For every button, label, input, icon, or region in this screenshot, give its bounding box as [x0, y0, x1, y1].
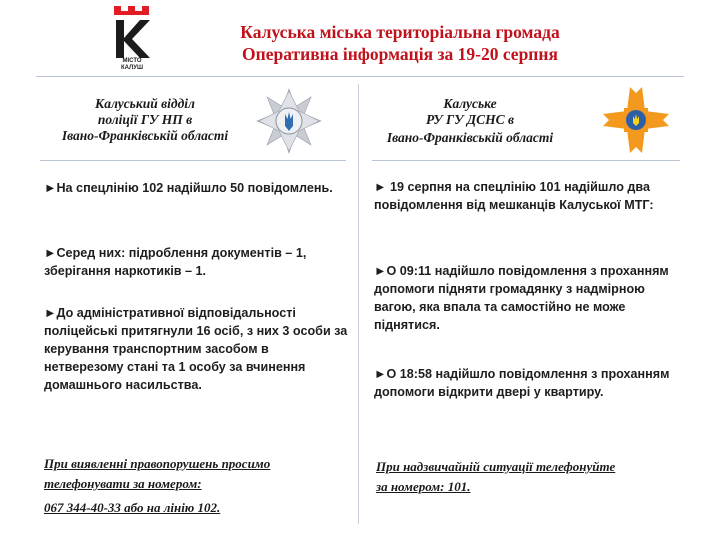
police-contact-line: При виявленні правопорушень просимо [44, 456, 271, 471]
dsns-info-item: ►О 18:58 надійшло повідомлення з проханням допомоги відкрити двері у квартиру. [374, 367, 670, 399]
police-star-badge-icon [256, 88, 322, 154]
dsns-contact-phone: за номером: 101. [376, 479, 471, 494]
column-divider [358, 84, 359, 524]
dsns-info-item: ► 19 серпня на спецлінію 101 надійшло два повідомлення від мешканців Калуської МТГ: [374, 180, 654, 212]
police-contact-note [44, 454, 344, 518]
police-org-line: Калуський відділ [95, 96, 195, 111]
police-info-item: ►До адміністративної відповідальності поліцейські притягнули 16 осіб, з них 3 особи за керування транспортним засобом в нетверезому стані та 1 особу за вчинення домашнього насильства. [44, 306, 348, 392]
police-info-item: ►На спецлінію 102 надійшло 50 повідомлень. [44, 181, 333, 195]
police-info-item: ►Серед них: підроблення документів – 1, зберігання наркотиків – 1. [44, 246, 307, 278]
dsns-org-line: Івано-Франківській області [386, 130, 554, 145]
dsns-org-line: РУ ГУ ДСНС в [425, 112, 515, 127]
dsns-contact-note [376, 457, 682, 497]
dsns-info-item: ►О 09:11 надійшло повідомлення з проханням допомоги підняти громадянку з надмірною вагою, яка впала та самостійно не може піднятися. [374, 264, 669, 332]
police-org-line: поліції ГУ НП в [97, 112, 193, 127]
police-contact-phone: 067 344-40-33 або на лінію 102. [44, 500, 221, 515]
dsns-contact-line: При надзвичайній ситуації телефонуйте [376, 459, 616, 474]
dsns-org-line: Калуське [443, 96, 497, 111]
page-subtitle: Оперативна інформація за 19-20 серпня [242, 44, 558, 64]
header-divider [36, 76, 684, 77]
dsns-header-divider [372, 160, 680, 161]
logo-caption: МІСТО КАЛУШ [120, 58, 144, 71]
page-title: Калуська міська територіальна громада [240, 22, 560, 42]
police-contact-line: телефонувати за номером: [44, 476, 202, 491]
police-header-divider [40, 160, 346, 161]
police-org-name [40, 96, 250, 144]
dsns-org-name [370, 96, 570, 146]
police-org-line: Івано-Франківській області [61, 128, 229, 143]
dsns-emblem-icon [600, 84, 672, 156]
